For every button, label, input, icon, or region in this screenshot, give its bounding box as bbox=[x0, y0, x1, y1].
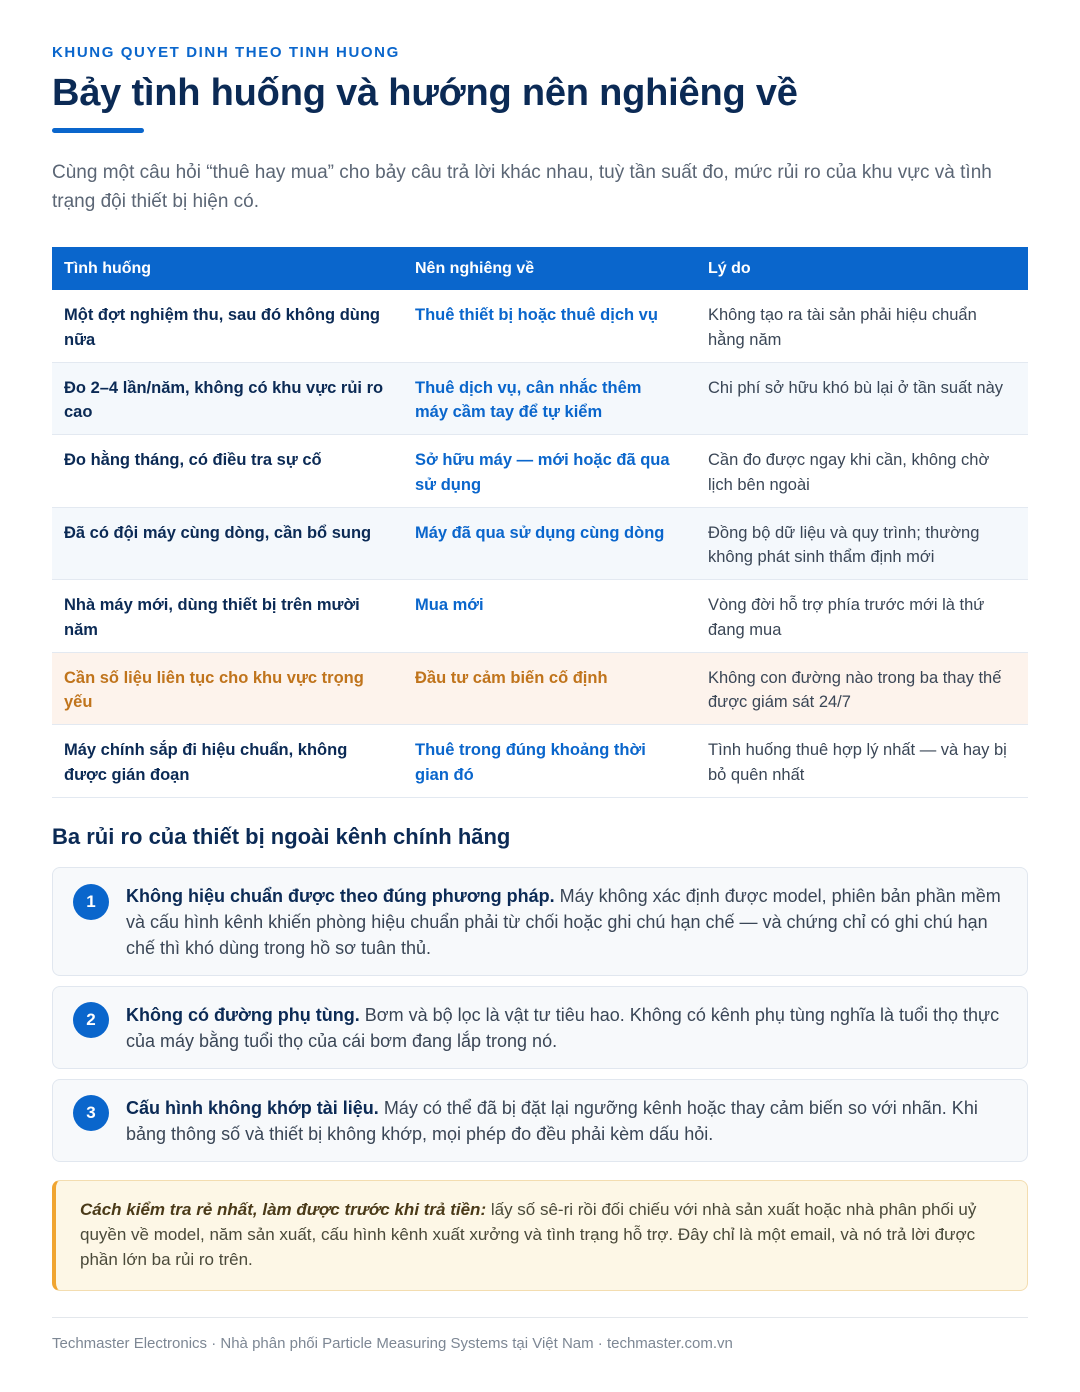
cell-reason: Cần đo được ngay khi cần, không chờ lịch bên ngoài bbox=[708, 451, 990, 494]
number-badge: 3 bbox=[73, 1095, 109, 1131]
title-underline bbox=[52, 128, 144, 133]
number-badge: 1 bbox=[73, 884, 109, 920]
header-reason: Lý do bbox=[708, 259, 751, 277]
table-row-highlighted bbox=[52, 653, 1028, 726]
risk-card bbox=[52, 867, 1028, 976]
risk-text bbox=[126, 883, 1001, 961]
cell-situation: Một đợt nghiệm thu, sau đó không dùng nữa bbox=[64, 306, 381, 349]
tip-callout bbox=[52, 1180, 1028, 1291]
risk-title: Không có đường phụ tùng. bbox=[126, 1005, 360, 1025]
footer-text: Techmaster Electronics · Nhà phân phối Particle Measuring Systems tại Việt Nam · techmaster.com.vn bbox=[52, 1335, 733, 1352]
cell-lean: Thuê dịch vụ, cân nhắc thêm máy cầm tay để tự kiểm bbox=[415, 378, 642, 421]
risk-text bbox=[126, 1095, 1001, 1147]
cell-situation: Đo hằng tháng, có điều tra sự cố bbox=[64, 451, 322, 469]
cell-lean: Thuê thiết bị hoặc thuê dịch vụ bbox=[415, 306, 658, 324]
cell-situation: Đã có đội máy cùng dòng, cần bổ sung bbox=[64, 523, 372, 542]
page-title: Bảy tình huống và hướng nên nghiêng về bbox=[52, 72, 798, 114]
cell-lean: Sở hữu máy — mới hoặc đã qua sử dụng bbox=[415, 451, 670, 494]
table-row bbox=[52, 435, 1028, 508]
table-row bbox=[52, 363, 1028, 436]
cell-situation: Nhà máy mới, dùng thiết bị trên mười năm bbox=[64, 596, 360, 639]
cell-lean: Đầu tư cảm biến cố định bbox=[415, 668, 608, 687]
cell-lean: Thuê trong đúng khoảng thời gian đó bbox=[415, 741, 646, 784]
intro-paragraph: Cùng một câu hỏi “thuê hay mua” cho bảy câu trả lời khác nhau, tuỳ tần suất đo, mức rủi ro của khu vực và tình trạng đội thiết bị hiện có. bbox=[52, 162, 992, 212]
table-row bbox=[52, 290, 1028, 363]
callout-lead: Cách kiểm tra rẻ nhất, làm được trước khi trả tiền: bbox=[80, 1200, 487, 1219]
table-row bbox=[52, 725, 1028, 798]
risk-text bbox=[126, 1002, 1001, 1054]
decision-table bbox=[52, 247, 1028, 798]
number-badge: 2 bbox=[73, 1002, 109, 1038]
cell-situation: Cần số liệu liên tục cho khu vực trọng yếu bbox=[64, 668, 364, 711]
cell-reason: Vòng đời hỗ trợ phía trước mới là thứ đang mua bbox=[708, 596, 985, 639]
table-row bbox=[52, 508, 1028, 581]
cell-lean: Máy đã qua sử dụng cùng dòng bbox=[415, 523, 665, 542]
cell-reason: Đồng bộ dữ liệu và quy trình; thường không phát sinh thẩm định mới bbox=[708, 523, 980, 566]
eyebrow-label: KHUNG QUYET DINH THEO TINH HUONG bbox=[52, 44, 400, 61]
risk-card bbox=[52, 1079, 1028, 1162]
risk-description: Máy không xác định được model, phiên bản phần mềm và cấu hình kênh khiến phòng hiệu chuẩn phải từ chối hoặc ghi chú hạn chế — và chứng chỉ có ghi chú hạn chế thì khó dùng trong hồ sơ tuân thủ. bbox=[126, 886, 1001, 958]
callout-text bbox=[80, 1197, 1007, 1272]
table-row bbox=[52, 580, 1028, 653]
cell-reason: Chi phí sở hữu khó bù lại ở tần suất này bbox=[708, 378, 1004, 397]
cell-lean: Mua mới bbox=[415, 596, 484, 614]
risk-title: Cấu hình không khớp tài liệu. bbox=[126, 1098, 379, 1118]
risk-description: Máy có thể đã bị đặt lại ngưỡng kênh hoặc thay cảm biến so với nhãn. Khi bảng thông số và thiết bị không khớp, mọi phép đo đều phải kèm dấu hỏi. bbox=[126, 1098, 978, 1144]
cell-reason: Tình huống thuê hợp lý nhất — và hay bị bỏ quên nhất bbox=[708, 741, 1007, 784]
risk-title: Không hiệu chuẩn được theo đúng phương pháp. bbox=[126, 886, 555, 906]
header-lean: Nên nghiêng về bbox=[415, 259, 535, 277]
footer-divider bbox=[52, 1317, 1028, 1318]
cell-situation: Đo 2–4 lần/năm, không có khu vực rủi ro cao bbox=[64, 378, 384, 421]
cell-reason: Không tạo ra tài sản phải hiệu chuẩn hằng năm bbox=[708, 306, 977, 349]
risk-description: Bơm và bộ lọc là vật tư tiêu hao. Không có kênh phụ tùng nghĩa là tuổi thọ thực của máy bằng tuổi thọ của cái bơm đang lắp trong nó. bbox=[126, 1005, 1000, 1051]
cell-situation: Máy chính sắp đi hiệu chuẩn, không được gián đoạn bbox=[64, 741, 348, 784]
risk-card bbox=[52, 986, 1028, 1069]
risks-heading: Ba rủi ro của thiết bị ngoài kênh chính hãng bbox=[52, 824, 511, 849]
callout-body: lấy số sê-ri rồi đối chiếu với nhà sản xuất hoặc nhà phân phối uỷ quyền về model, năm sản xuất, cấu hình kênh xuất xưởng và tình trạng hỗ trợ. Đây chỉ là một email, và nó trả lời được phần lớn ba rủi ro trên. bbox=[80, 1200, 977, 1269]
cell-reason: Không con đường nào trong ba thay thế được giám sát 24/7 bbox=[708, 668, 1002, 711]
table-header bbox=[52, 247, 1028, 290]
header-situation: Tình huống bbox=[64, 259, 152, 277]
